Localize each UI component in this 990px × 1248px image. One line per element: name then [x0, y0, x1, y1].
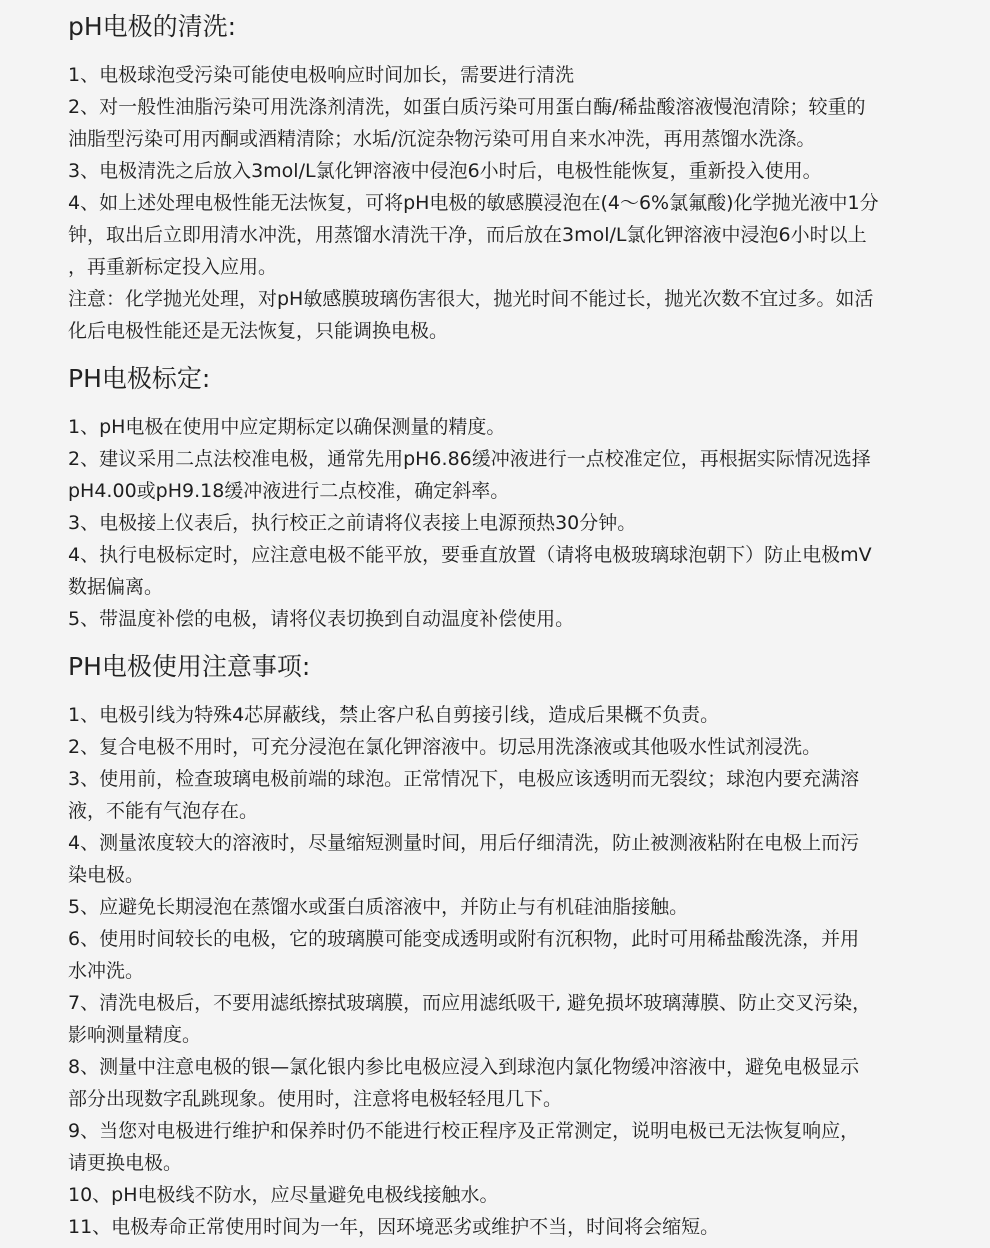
text-line: 1、电极引线为特殊4芯屏蔽线，禁止客户私自剪接引线，造成后果概不负责。 — [68, 704, 720, 726]
section-title: PH电极标定: — [68, 364, 211, 393]
text-line: 数据偏离。 — [68, 576, 164, 598]
text-line: 油脂型污染可用丙酮或酒精清除；水垢/沉淀杂物污染可用自来水冲洗，再用蒸馏水洗涤。 — [68, 128, 816, 150]
text-line: 4、执行电极标定时，应注意电极不能平放，要垂直放置（请将电极玻璃球泡朝下）防止电极mV — [68, 544, 872, 566]
text-line: 2、建议采用二点法校准电极，通常先用pH6.86缓冲液进行一点校准定位，再根据实际情况选择 — [68, 448, 871, 470]
text-line: 液，不能有气泡存在。 — [68, 800, 259, 822]
section-title: PH电极使用注意事项: — [68, 652, 311, 681]
text-line: 3、使用前，检查玻璃电极前端的球泡。正常情况下，电极应该透明而无裂纹；球泡内要充满溶 — [68, 768, 860, 790]
text-line: 请更换电极。 — [68, 1152, 183, 1174]
text-line: 4、测量浓度较大的溶液时，尽量缩短测量时间，用后仔细清洗，防止被测液粘附在电极上而污 — [68, 832, 860, 854]
text-line: 6、使用时间较长的电极，它的玻璃膜可能变成透明或附有沉积物，此时可用稀盐酸洗涤，并用 — [68, 928, 860, 950]
text-line: 水冲洗。 — [68, 960, 145, 982]
text-line: 部分出现数字乱跳现象。使用时，注意将电极轻轻甩几下。 — [68, 1088, 563, 1110]
section-title: pH电极的清洗: — [68, 12, 237, 41]
text-line: 影响测量精度。 — [68, 1024, 202, 1046]
section-body — [68, 411, 948, 635]
text-line: 5、带温度补偿的电极，请将仪表切换到自动温度补偿使用。 — [68, 608, 575, 630]
text-line: 9、当您对电极进行维护和保养时仍不能进行校正程序及正常测定，说明电极已无法恢复响应， — [68, 1120, 860, 1142]
section-body — [68, 699, 948, 1243]
section-ph-electrode-usage-notes — [68, 652, 948, 1243]
text-line: 11、电极寿命正常使用时间为一年，因环境恶劣或维护不当，时间将会缩短。 — [68, 1216, 720, 1238]
text-line: 染电极。 — [68, 864, 145, 886]
text-line: 4、如上述处理电极性能无法恢复，可将pH电极的敏感膜浸泡在(4～6%氯氟酸)化学抛光液中1分 — [68, 192, 879, 214]
text-line: 5、应避免长期浸泡在蒸馏水或蛋白质溶液中，并防止与有机硅油脂接触。 — [68, 896, 689, 918]
text-line: 8、测量中注意电极的银—氯化银内参比电极应浸入到球泡内氯化物缓冲溶液中，避免电极显示 — [68, 1056, 860, 1078]
text-line: 10、pH电极线不防水，应尽量避免电极线接触水。 — [68, 1184, 499, 1206]
text-line: 3、电极接上仪表后，执行校正之前请将仪表接上电源预热30分钟。 — [68, 512, 637, 534]
text-line: 1、pH电极在使用中应定期标定以确保测量的精度。 — [68, 416, 506, 438]
text-line: 化后电极性能还是无法恢复，只能调换电极。 — [68, 320, 449, 342]
text-line: 2、对一般性油脂污染可用洗涤剂清洗，如蛋白质污染可用蛋白酶/稀盐酸溶液慢泡清除；较重的 — [68, 96, 866, 118]
section-ph-electrode-calibration — [68, 364, 948, 635]
text-line: 2、复合电极不用时，可充分浸泡在氯化钾溶液中。切忌用洗涤液或其他吸水性试剂浸洗。 — [68, 736, 822, 758]
text-line: 3、电极清洗之后放入3mol/L氯化钾溶液中侵泡6小时后，电极性能恢复，重新投入使用。 — [68, 160, 822, 182]
section-body — [68, 59, 948, 347]
text-line: 注意：化学抛光处理，对pH敏感膜玻璃伤害很大，抛光时间不能过长，抛光次数不宜过多。如活 — [68, 288, 874, 310]
text-line: pH4.00或pH9.18缓冲液进行二点校准，确定斜率。 — [68, 480, 510, 502]
text-line: 1、电极球泡受污染可能使电极响应时间加长，需要进行清洗 — [68, 64, 575, 86]
text-line: 7、清洗电极后，不要用滤纸擦拭玻璃膜，而应用滤纸吸干, 避免损坏玻璃薄膜、防止交叉污染， — [68, 992, 872, 1014]
text-line: 钟，取出后立即用清水冲洗，用蒸馏水清洗干净，而后放在3mol/L氯化钾溶液中浸泡6小时以上 — [68, 224, 867, 246]
text-line: ，再重新标定投入应用。 — [68, 256, 278, 278]
section-ph-electrode-cleaning — [68, 12, 948, 347]
